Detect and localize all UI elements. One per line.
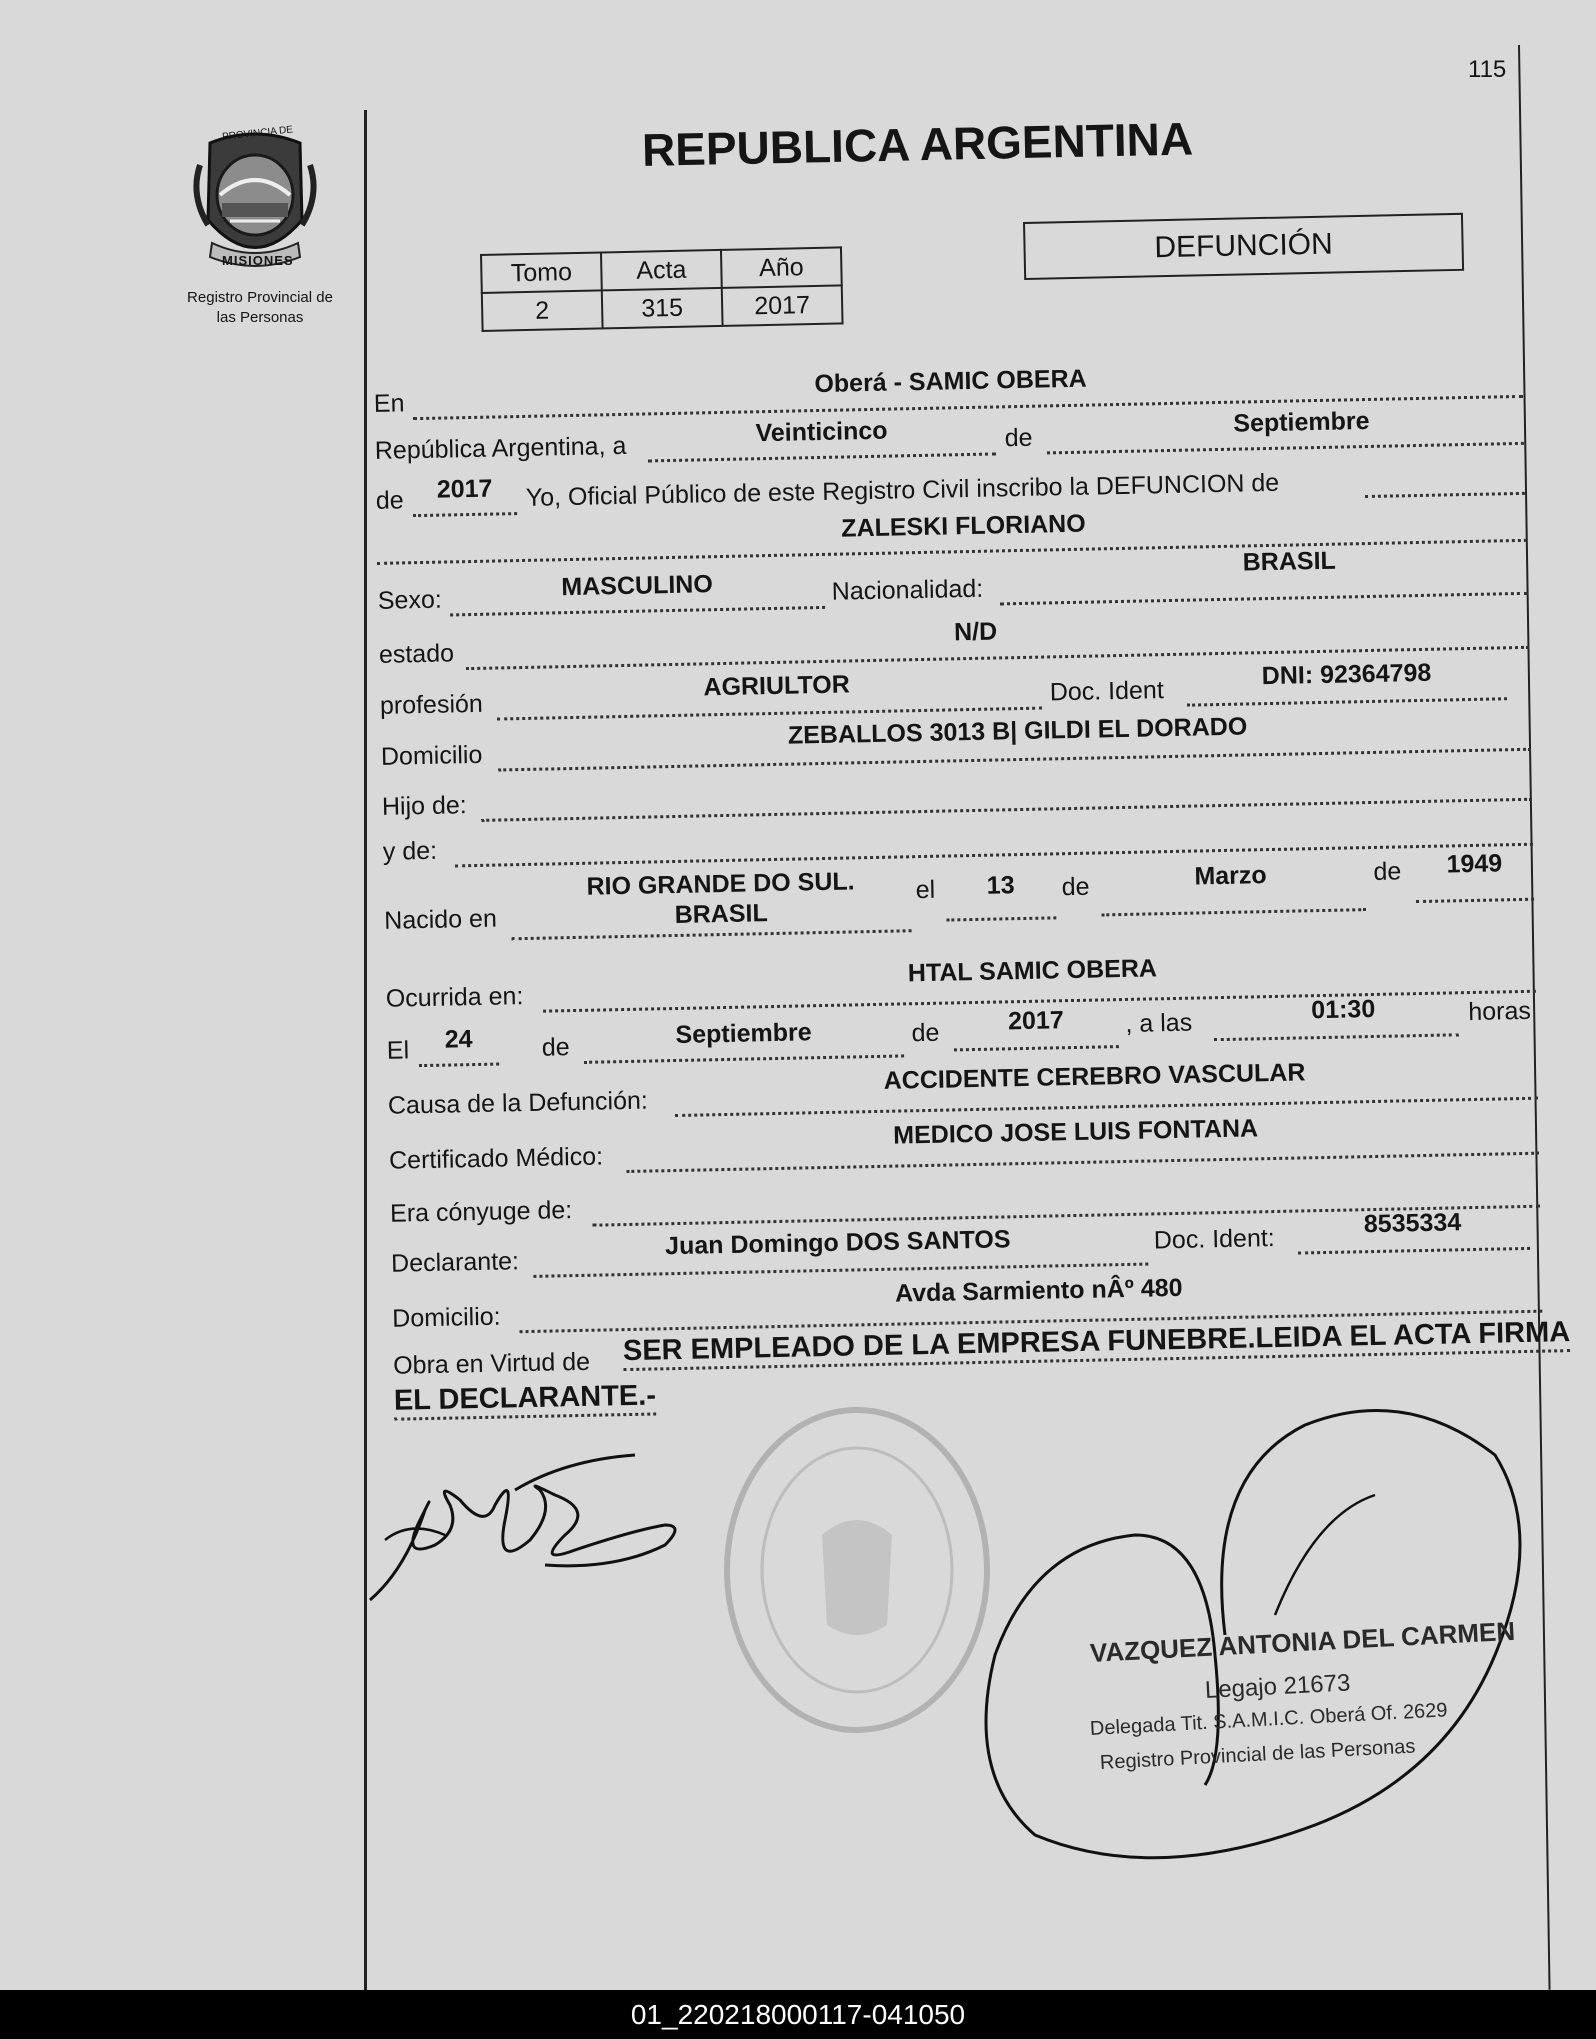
anio-label: Año	[721, 247, 842, 288]
emblem-text-top: PROVINCIA DE	[221, 124, 294, 143]
value-defuncion-anio: 2017	[1007, 1006, 1064, 1036]
label-doc-ident: Doc. Ident	[1049, 676, 1165, 707]
label-y-de: y de:	[382, 836, 438, 866]
dotline-declarante-doc	[1298, 1247, 1530, 1255]
label-a-las: , a las	[1125, 1008, 1193, 1038]
value-hora: 01:30	[1310, 994, 1376, 1025]
acta-label: Acta	[601, 250, 722, 291]
value-nacido-en-2: BRASIL	[674, 899, 768, 929]
dotline-defuncion-dia	[419, 1063, 499, 1068]
dotline-domicilio	[498, 748, 1531, 772]
label-de-nacimiento-anio: de	[1373, 857, 1402, 886]
dotline-dia-inscripcion	[648, 452, 996, 462]
value-nacimiento-dia: 13	[986, 871, 1015, 900]
dotline-causa	[675, 1097, 1538, 1117]
value-nacionalidad: BRASIL	[1242, 546, 1337, 577]
value-ocurrida-en: HTAL SAMIC OBERA	[907, 954, 1158, 988]
value-nombre: ZALESKI FLORIANO	[840, 509, 1086, 543]
page-number: 115	[1468, 56, 1507, 83]
image-id-footer: 01_220218000117-041050	[0, 1990, 1596, 2039]
value-estado: N/D	[953, 617, 998, 647]
label-declarante: Declarante:	[390, 1247, 520, 1278]
dotline-nacimiento-mes	[1101, 908, 1366, 916]
label-de-nacimiento: de	[1061, 872, 1090, 902]
dotline-nacimiento-anio	[1416, 898, 1534, 903]
label-obra-en-virtud: Obra en Virtud de	[392, 1347, 591, 1380]
value-conyuge	[817, 1171, 1317, 1181]
anio-value: 2017	[722, 285, 843, 326]
label-sexo: Sexo:	[377, 585, 443, 615]
stamp-legajo: Legajo 21673	[1204, 1669, 1351, 1704]
value-obra-line1: SER EMPLEADO DE LA EMPRESA FUNEBRE.LEIDA EL ACTA FIRMA	[623, 1316, 1571, 1371]
label-declarante-domicilio: Domicilio:	[391, 1302, 501, 1333]
registry-label-line2: las Personas	[216, 309, 304, 326]
declarant-signature	[365, 1450, 695, 1620]
dotline-defuncion-anio	[954, 1045, 1119, 1051]
label-yo-oficial: Yo, Oficial Público de este Registro Civil inscribo la DEFUNCION de	[525, 468, 1280, 512]
value-doc-ident: DNI: 92364798	[1261, 658, 1432, 691]
label-de-defuncion-anio: de	[911, 1018, 940, 1048]
label-ocurrida-en: Ocurrida en:	[385, 982, 524, 1013]
label-horas: horas	[1468, 996, 1532, 1027]
label-republica-a: República Argentina, a	[374, 431, 627, 465]
value-obra-line2: EL DECLARANTE.-	[394, 1379, 657, 1420]
value-mes-inscripcion: Septiembre	[1233, 406, 1370, 438]
label-hijo-de: Hijo de:	[381, 791, 468, 821]
dotline-sexo	[450, 606, 825, 617]
stamp-registro: Registro Provincial de las Personas	[1099, 1735, 1416, 1774]
value-declarante-doc: 8535334	[1363, 1208, 1462, 1239]
acta-value: 315	[602, 288, 723, 329]
value-declarante-domicilio: Avda Sarmiento nÂº 480	[894, 1273, 1183, 1308]
label-de-2: de	[375, 486, 404, 515]
tomo-label: Tomo	[481, 252, 602, 293]
label-conyuge: Era cónyuge de:	[389, 1196, 573, 1228]
value-anio-inscripcion: 2017	[436, 474, 493, 504]
label-estado: estado	[378, 639, 455, 669]
dotline-y-de	[455, 843, 1533, 868]
label-profesion: profesión	[379, 689, 484, 720]
value-declarante: Juan Domingo DOS SANTOS	[664, 1225, 1011, 1261]
value-nacido-en-1: RIO GRANDE DO SUL.	[586, 867, 855, 901]
dotline-nacionalidad	[1000, 592, 1528, 606]
label-de-1: de	[1004, 423, 1033, 453]
value-causa: ACCIDENTE CEREBRO VASCULAR	[883, 1058, 1306, 1095]
value-defuncion-mes: Septiembre	[675, 1018, 812, 1050]
value-nacimiento-mes: Marzo	[1194, 861, 1267, 891]
document-title: REPUBLICA ARGENTINA	[641, 112, 1194, 176]
label-el: El	[386, 1036, 410, 1065]
dotline-yo-oficial-end	[1365, 492, 1525, 498]
official-seal	[712, 1395, 1002, 1745]
dotline-anio-inscripcion	[413, 512, 517, 517]
value-hijo-de	[708, 766, 1208, 776]
record-type-box: DEFUNCIÓN	[1023, 213, 1464, 280]
label-en: En	[373, 389, 405, 418]
emblem-text-bottom: MISIONES	[222, 253, 294, 268]
dotline-certificado	[626, 1152, 1539, 1173]
label-domicilio: Domicilio	[380, 740, 483, 771]
value-defuncion-dia: 24	[444, 1025, 473, 1054]
label-nacionalidad: Nacionalidad:	[831, 574, 984, 606]
label-el-nacimiento: el	[915, 875, 936, 905]
value-certificado: MEDICO JOSE LUIS FONTANA	[892, 1114, 1259, 1150]
tomo-value: 2	[482, 290, 603, 331]
value-sexo: MASCULINO	[561, 570, 714, 602]
label-de-defuncion: de	[541, 1033, 570, 1062]
dotline-hora	[1214, 1033, 1459, 1041]
dotline-hijo-de	[481, 798, 1532, 822]
registry-label-line1: Registro Provincial de	[187, 289, 333, 306]
dotline-nacimiento-dia	[946, 916, 1056, 921]
value-profesion: AGRIULTOR	[703, 670, 851, 702]
label-nacido-en: Nacido en	[383, 904, 498, 935]
value-lugar: Oberá - SAMIC OBERA	[814, 364, 1087, 399]
label-causa: Causa de la Defunción:	[387, 1086, 649, 1120]
stamp-cargo: Delegada Tit. S.A.M.I.C. Oberá Of. 2629	[1089, 1699, 1449, 1740]
value-dia-inscripcion: Veinticinco	[755, 416, 888, 448]
label-certificado: Certificado Médico:	[388, 1142, 604, 1175]
dotline-defuncion-mes	[584, 1054, 904, 1063]
value-nacimiento-anio: 1949	[1446, 849, 1503, 879]
value-domicilio: ZEBALLOS 3013 B| GILDI EL DORADO	[787, 712, 1248, 750]
dotline-doc-ident	[1187, 697, 1507, 706]
stamp-name: VAZQUEZ ANTONIA DEL CARMEN	[1089, 1615, 1516, 1668]
label-declarante-doc: Doc. Ident:	[1153, 1224, 1275, 1255]
dotline-mes-inscripcion	[1047, 442, 1524, 455]
